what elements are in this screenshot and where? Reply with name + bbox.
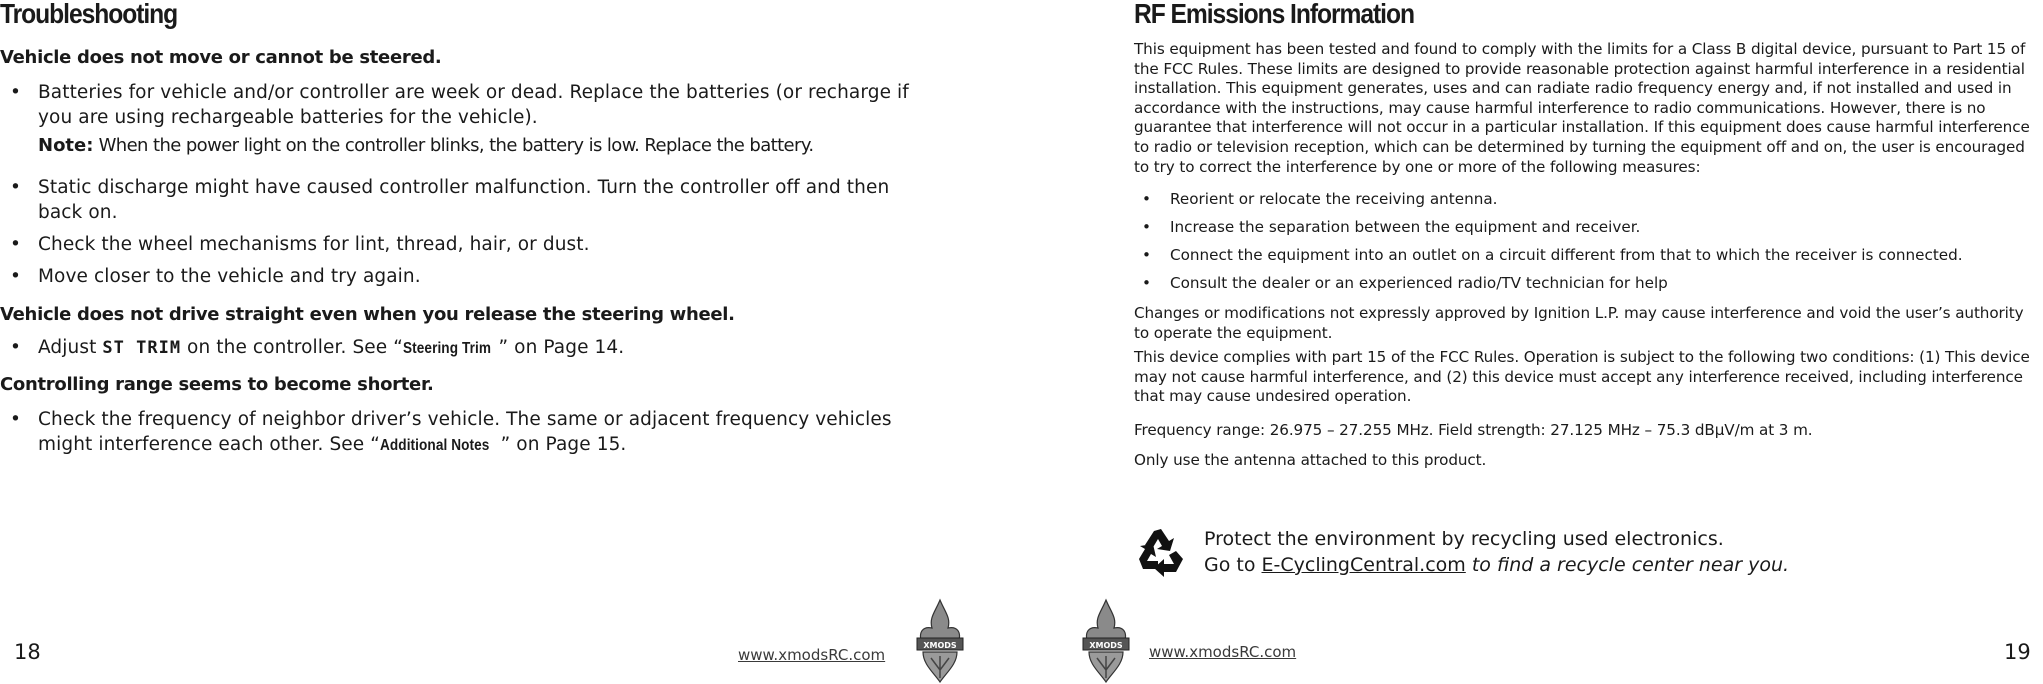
recycle-icon (1134, 527, 1188, 579)
page-number: 18 (14, 640, 41, 664)
additional-notes-ref: Additional Notes (379, 437, 490, 454)
footer-url-link[interactable]: www.xmodsRC.com (738, 646, 886, 664)
battery-note: Note: When the power light on the controller blinks, the battery is low. Replace the battery. (38, 135, 814, 156)
antenna-line: Only use the antenna attached to this product. (1134, 451, 1487, 469)
section-heading-no-move: Vehicle does not move or cannot be steered. (0, 47, 442, 68)
frequency-line: Frequency range: 26.975 – 27.255 MHz. Field strength: 27.125 MHz – 75.3 dBµV/m at 3 m. (1134, 421, 1813, 439)
svg-text:XMODS: XMODS (1089, 641, 1123, 650)
rf-emissions-title: RF Emissions Information (1134, 0, 1414, 29)
right-page: RF Emissions Information This equipment has been tested and found to comply with the limits for a Class B digital device, pursuant to Part 15 of the FCC Rules. These limits are designed to provide reasonable protection against harmful interference in a residential installation. This equipment generates, uses and can radiate radio frequency energy and, if not installed and used in accordance with the instructions, may cause harmful interference to radio communications. However, there is no guarantee that interference will not occur in a particular installation. If this equipment does cause harmful interference to radio or television reception, which can be determined by turning the equipment off and on, the user is encouraged to try to correct the interference by one or more of the following measures: • Reorient or relocate the receiving antenna. • Increase the separation between the equipment and receiver. • Connect the equipment into an outlet on a circuit different from that to which the receiver is connected. • Consult the dealer or an experienced radio/TV technician for help Changes or modifications not expressly approved by Ignition L.P. may cause interference and void the user’s authority to operate the equipment. This device complies with part 15 of the FCC Rules. Operation is subject to the following two conditions: (1) This device may not cause harmful interference, and (2) this device must accept any interference received, including interference that may cause undesired operation. Frequency range: 26.975 – 27.255 MHz. Field strength: 27.125 MHz – 75.3 dBµV/m at 3 m. Only use the antenna attached to this product. Protect the environment by recycling used electronics. Go to E-CyclingCentral.com to find a recycle center near you. www.xmodsRC.com 19 (1134, 0, 2039, 684)
compliance-paragraph: This device complies with part 15 of the FCC Rules. Operation is subject to the following two conditions: (1) This device may not cause harmful interference, and (2) this device must accept any interference received, including interference that may cause undesired operation. (1134, 348, 2030, 406)
page-number: 19 (2004, 640, 2031, 664)
fcc-intro-paragraph: This equipment has been tested and found to comply with the limits for a Class B digital device, pursuant to Part 15 of the FCC Rules. These limits are designed to provide reasonable protection against harmful interference in a residential installation. This equipment generates, uses and can radiate radio frequency energy and, if not installed and used in accordance with the instructions, may cause harmful interference to radio communications. However, there is no guarantee that interference will not occur in a particular installation. If this equipment does cause harmful interference to radio or television reception, which can be determined by turning the equipment off and on, the user is encouraged to try to correct the interference by one or more of the following measures: (1134, 40, 2030, 176)
changes-paragraph: Changes or modifications not expressly approved by Ignition L.P. may cause interference and void the user’s authority to operate the equipment. (1134, 304, 2024, 342)
svg-text:XMODS: XMODS (923, 641, 957, 650)
xmods-logo-icon (1081, 598, 1131, 684)
section-heading-range: Controlling range seems to become shorter. (0, 374, 434, 395)
e-cycling-central-link[interactable]: E-CyclingCentral.com (1261, 554, 1466, 576)
steering-trim-ref: Steering Trim (402, 340, 491, 357)
xmods-logo-icon (915, 598, 965, 684)
section-heading-not-straight: Vehicle does not drive straight even when you release the steering wheel. (0, 304, 735, 325)
footer-url-link[interactable]: www.xmodsRC.com (1149, 643, 1297, 661)
troubleshooting-title: Troubleshooting (0, 0, 178, 29)
left-page: Troubleshooting Vehicle does not move or cannot be steered. • Batteries for vehicle and/or controller are week or dead. Replace the batteries (or recharge if you are using rechargeable batteries for the vehicle). Note: When the power light on the controller blinks, the battery is low. Replace the battery. • Static discharge might have caused controller malfunction. Turn the controller off and then back on. • Check the wheel mechanisms for lint, thread, hair, or dust. • Move closer to the vehicle and try again. Vehicle does not drive straight even when you release the steering wheel. • Adjust ST TRIM on the controller. See “Steering Trim ” on Page 14. Controlling range seems to become shorter. • Check the frequency of neighbor driver’s vehicle. The same or adjacent frequency vehicles might interference each other. See “Additional Notes ” on Page 15. 18 www.xmodsRC.com (0, 0, 909, 664)
recycle-message: Protect the environment by recycling used electronics. Go to E-CyclingCentral.com to find a recycle center near you. (1204, 528, 1790, 576)
st-trim-label: ST TRIM (102, 338, 182, 358)
